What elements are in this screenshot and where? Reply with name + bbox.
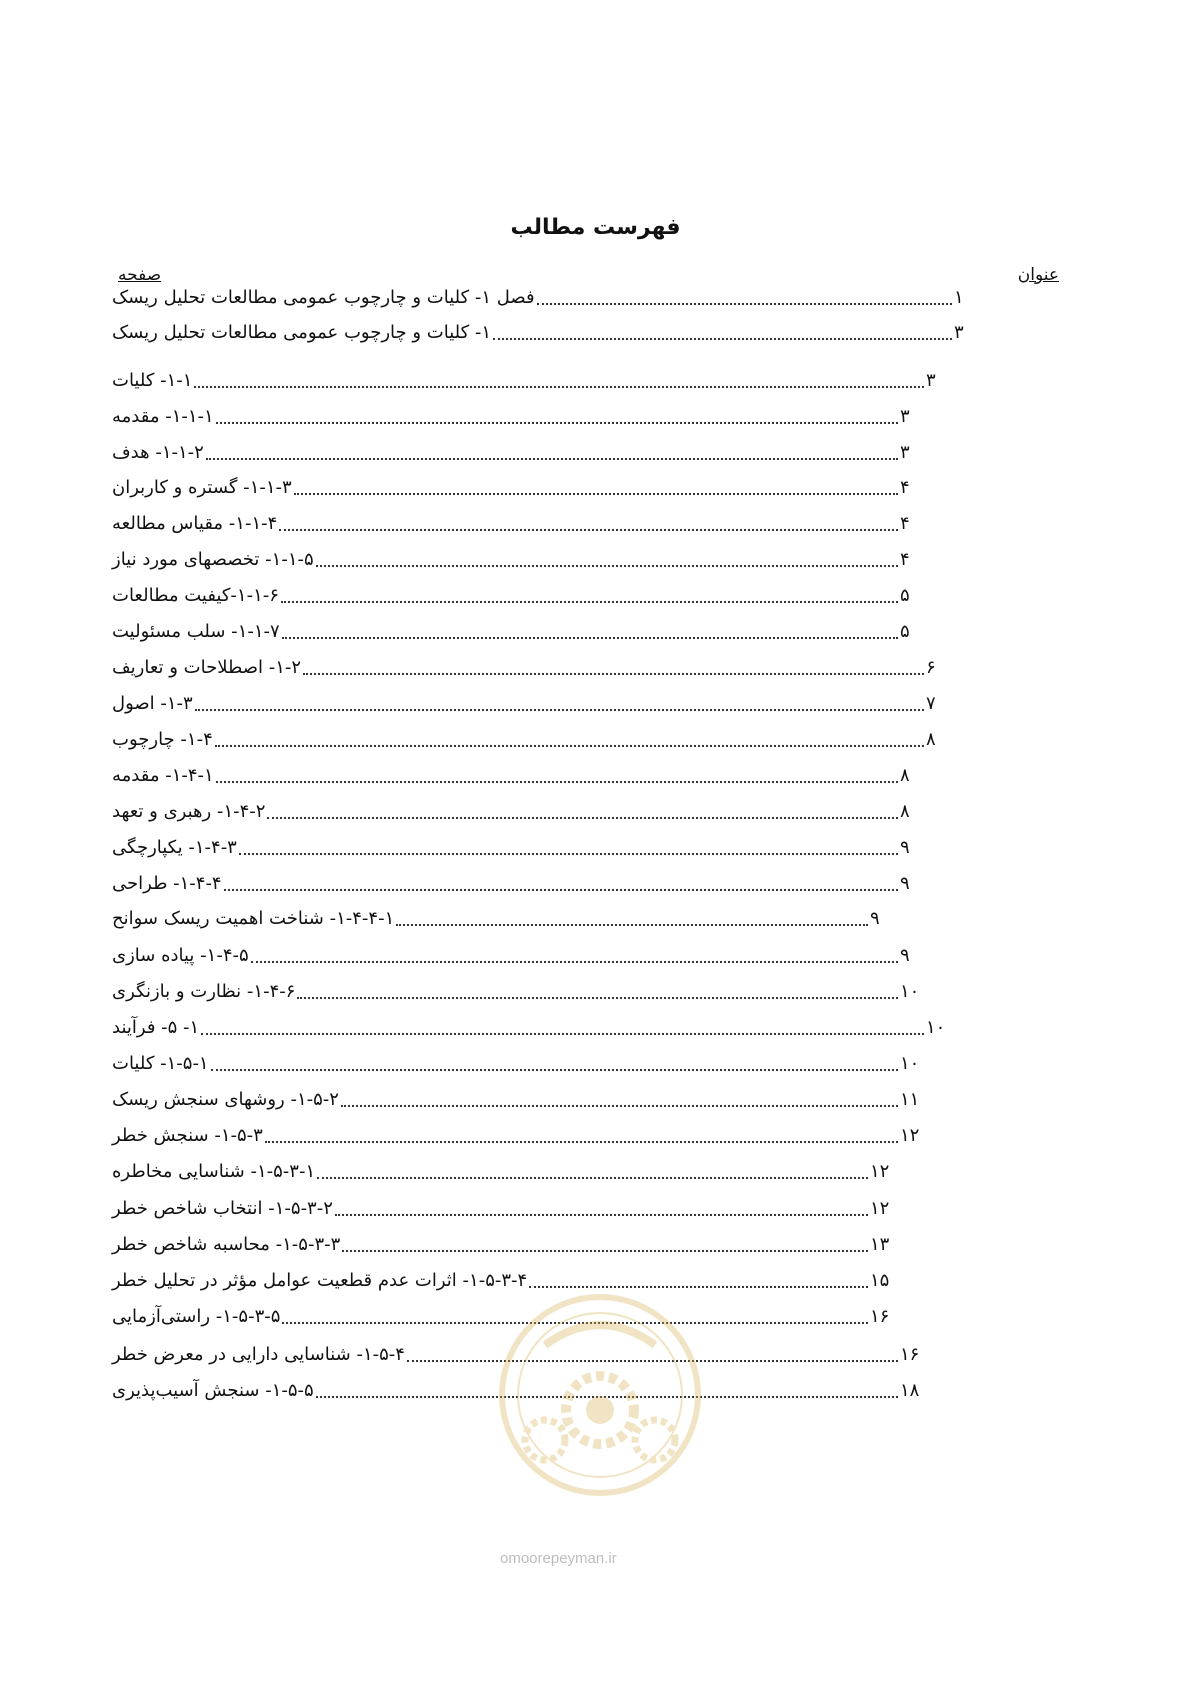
toc-dot-leader [216,780,898,783]
toc-entry-page: ۳ [900,406,910,427]
toc-dot-leader [267,816,898,819]
toc-entry-page: ۱۶ [870,1306,890,1327]
toc-entry-page: ۱۵ [870,1270,890,1291]
toc-entry-page: ۹ [900,873,910,894]
toc-entry-title: ۱-۵-۴- شناسایی دارایی در معرض خطر [112,1344,405,1365]
toc-dot-leader [341,1104,898,1107]
toc-dot-leader [206,457,898,460]
toc-entry-page: ۹ [900,837,910,858]
toc-dot-leader [317,1176,868,1179]
toc-entry [112,581,922,611]
toc-entry-page: ۵ [900,585,910,606]
toc-entry [112,904,892,934]
toc-entry-page: ۳ [900,442,910,463]
toc-entry-title: ۱-۵-۳-۵- راستی‌آزمایی [112,1306,281,1327]
toc-dot-leader [282,636,898,639]
toc-entry [112,977,922,1007]
toc-entry [112,1230,892,1260]
toc-dot-leader [493,337,952,340]
toc-entry-title: ۱-۴-۴-۱- شناخت اهمیت ریسک سوانح [112,908,395,929]
toc-entry-title: ۱-۵-۱- کلیات [112,1053,209,1074]
toc-entry [112,761,922,791]
toc-entry [112,617,922,647]
toc-dot-leader [297,996,898,999]
seal-logo-icon [485,1290,715,1500]
toc-entry-page: ۴ [900,477,910,498]
toc-entry-title: ۱-۴- چارچوب [112,729,213,750]
toc-entry [112,869,922,899]
toc-entry-title: ۱-۴-۵- پیاده سازی [112,945,249,966]
toc-dot-leader [529,1285,868,1288]
toc-entry-page: ۵ [900,621,910,642]
toc-entry-page: ۶ [926,657,936,678]
toc-entry-title: ۱-۵-۳-۲- انتخاب شاخص خطر [112,1198,333,1219]
toc-dot-leader [265,1140,898,1143]
toc-entry-title: ۱- ۵- فرآیند [112,1017,200,1038]
toc-entry-title: ۱-۱-۳- گستره و کاربران [112,477,292,498]
toc-entry-title: ۱-۱-۱- مقدمه [112,406,214,427]
toc-entry-page: ۳ [954,322,964,343]
toc-entry-page: ۱۸ [900,1380,920,1401]
toc-entry-page: ۳ [926,370,936,391]
toc-entry-title: ۱-۵-۲- روشهای سنجش ریسک [112,1089,339,1110]
toc-entry-page: ۱۱ [900,1089,920,1110]
toc-entry [112,1085,922,1115]
toc-entry-page: ۱۲ [870,1161,890,1182]
toc-entry [112,689,948,719]
toc-dot-leader [201,1032,924,1035]
toc-entry-page: ۱۰ [900,981,920,1002]
toc-entry [112,1049,922,1079]
toc-dot-leader [211,1068,898,1071]
toc-dot-leader [335,1213,868,1216]
toc-entry [112,283,976,313]
toc-entry-title: ۱-۱-۴- مقیاس مطالعه [112,513,278,534]
toc-entry-page: ۱۲ [900,1125,920,1146]
toc-entry-page: ۱۳ [870,1234,890,1255]
toc-entry-title: ۱-۱-۵- تخصصهای مورد نیاز [112,549,314,570]
page-title: فهرست مطالب [510,215,681,240]
toc-entry-title: ۱-۴-۴- طراحی [112,873,222,894]
toc-entry-title: ۱-۲- اصطلاحات و تعاریف [112,657,302,678]
toc-dot-leader [195,708,924,711]
toc-entry [112,941,922,971]
toc-dot-leader [216,421,898,424]
toc-entry-title: ۱-۴-۱- مقدمه [112,765,214,786]
toc-entry-page: ۸ [900,765,910,786]
toc-entry-page: ۱۶ [900,1344,920,1365]
toc-entry-title: ۱-۵-۳- سنجش خطر [112,1125,263,1146]
toc-entry-page: ۹ [900,945,910,966]
toc-entry-page: ۹ [870,908,880,929]
toc-dot-leader [342,1249,868,1252]
toc-entry-page: ۴ [900,513,910,534]
toc-entry [112,1121,922,1151]
toc-entry-page: ۸ [926,729,936,750]
toc-dot-leader [294,492,898,495]
toc-entry-page: ۱۰ [900,1053,920,1074]
toc-entry [112,402,922,432]
toc-dot-leader [215,744,924,747]
toc-dot-leader [251,960,898,963]
toc-entry-title: ۱-۴-۳- یکپارچگی [112,837,237,858]
toc-dot-leader [279,528,898,531]
toc-entry [112,438,922,468]
toc-entry-title: ۱-۵-۳-۴- اثرات عدم قطعیت عوامل مؤثر در تحلیل خطر [112,1270,528,1291]
toc-dot-leader [194,385,924,388]
toc-entry-page: ۱۲ [870,1198,890,1219]
toc-entry-title: ۱- کلیات و چارچوب عمومی مطالعات تحلیل ریسک [112,322,492,343]
toc-entry [112,833,922,863]
toc-entry-title: ۱-۱- کلیات [112,370,193,391]
toc-entry-title: ۱-۵-۵- سنجش آسیب‌پذیری [112,1380,314,1401]
toc-dot-leader [396,923,868,926]
toc-entry [112,725,948,755]
toc-entry-title: ۱-۱-۲- هدف [112,442,204,463]
toc-entry-page: ۷ [926,693,936,714]
toc-entry [112,473,922,503]
toc-entry-title: ۱-۱-۷- سلب مسئولیت [112,621,280,642]
toc-entry-page: ۱ [954,287,964,308]
toc-entry [112,1157,892,1187]
toc-entry-page: ۱۰ [926,1017,946,1038]
toc-entry-title: ۱-۱-۶-کیفیت مطالعات [112,585,279,606]
toc-entry-title: ۱-۵-۳-۳- محاسبه شاخص خطر [112,1234,341,1255]
toc-entry-page: ۸ [900,801,910,822]
toc-entry-title: فصل ۱- کلیات و چارچوب عمومی مطالعات تحلیل ریسک [112,287,535,308]
toc-entry [112,797,922,827]
toc-dot-leader [303,672,924,675]
toc-entry [112,545,922,575]
toc-entry [112,509,922,539]
toc-entry [112,1013,948,1043]
toc-entry [112,1194,892,1224]
toc-dot-leader [239,852,898,855]
toc-entry [112,366,948,396]
toc-entry-page: ۴ [900,549,910,570]
toc-entry-title: ۱-۵-۳-۱- شناسایی مخاطره [112,1161,316,1182]
toc-dot-leader [316,564,898,567]
watermark-url: omoorepeyman.ir [500,1550,617,1567]
page-column-header: صفحه [118,265,162,285]
toc-dot-leader [224,888,898,891]
toc-entry [112,653,948,683]
toc-dot-leader [537,302,952,305]
toc-entry-title: ۱-۳- اصول [112,693,193,714]
title-column-header: عنوان [1017,265,1059,285]
toc-entry-title: ۱-۴-۶- نظارت و بازنگری [112,981,296,1002]
toc-entry-title: ۱-۴-۲- رهبری و تعهد [112,801,266,822]
toc-dot-leader [281,600,898,603]
toc-entry [112,318,976,348]
